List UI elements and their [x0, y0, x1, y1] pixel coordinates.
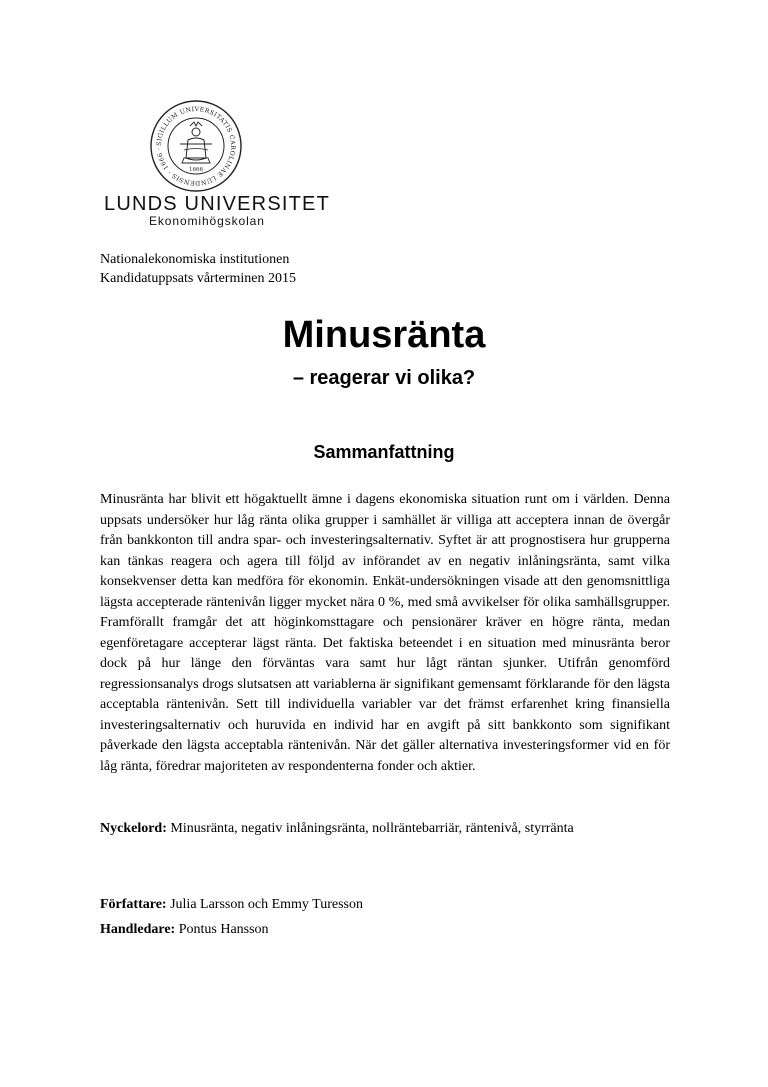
department-name: Nationalekonomiska institutionen [100, 252, 290, 267]
supervisor-value: Pontus Hansson [178, 922, 269, 937]
authors-line [100, 895, 363, 915]
keywords-line [100, 819, 574, 839]
abstract-heading: Sammanfattning [313, 442, 455, 462]
supervisor-label: Handledare: [100, 922, 176, 937]
seal-year: 1666 [189, 167, 203, 173]
keywords-value: Minusränta, negativ inlåningsränta, nollräntebarriär, räntenivå, styrränta [170, 821, 574, 836]
seal-text: SIGILLUM UNIVERSITATIS CAROLINAE LUNDENSIS · 1666 · [155, 105, 237, 187]
authors-value: Julia Larsson och Emmy Turesson [170, 897, 363, 912]
abstract-text: Minusränta har blivit ett högaktuellt ämne i dagens ekonomiska situation runt om i världen. Denna uppsats undersöker hur låg ränta olika grupper i samhället är villiga att acceptera innan de övergår från bankkonton till andra spar- och investeringsalternativ. Syftet är att prognostisera hur grupperna kan tänkas reagera och agera till följd av införandet av en negativ inlåningsränta, samt vilka konsekvenser detta kan medföra för ekonomin. Enkät-undersökningen visade att den genomsnittliga lägsta accepterade räntenivån ligger mycket nära 0 %, med små avvikelser för olika samhällsgrupper. Framförallt framgår det att höginkomsttagare och pensionärer kräver en högre ränta, medan egenföretagare accepterar lägst ränta. Det faktiska beteendet i en situation med minusränta beror dock på hur länge den förväntas vara samt hur lågt räntan sjunker. Utifrån genomförd regressionsanalys drogs slutsatsen att variablerna är signifikant gemensamt förklarande för den lägsta acceptabla räntenivån. Sett till individuella variabler var det främst erfarenhet kring finansiella investeringsalternativ och huruvida en individ har en avgift på sitt bankkonto som signifikant påverkade den lägsta acceptabla räntenivån. När det gäller alternativa investeringsformer vid en för låg ränta, föredrar majoriteten av respondenterna fonder och aktier. [100, 492, 670, 774]
thesis-title: Minusränta [282, 314, 486, 356]
university-name: LUNDS UNIVERSITET [104, 193, 330, 215]
school-name: Ekonomihögskolan [149, 214, 265, 228]
department-info [100, 250, 296, 288]
supervisor-line [100, 920, 269, 940]
keywords-label: Nyckelord: [100, 821, 167, 836]
authors-label: Författare: [100, 897, 167, 912]
thesis-subtitle: – reagerar vi olika? [292, 367, 476, 389]
thesis-term: Kandidatuppsats vårterminen 2015 [100, 271, 296, 286]
university-seal-logo [150, 100, 242, 192]
